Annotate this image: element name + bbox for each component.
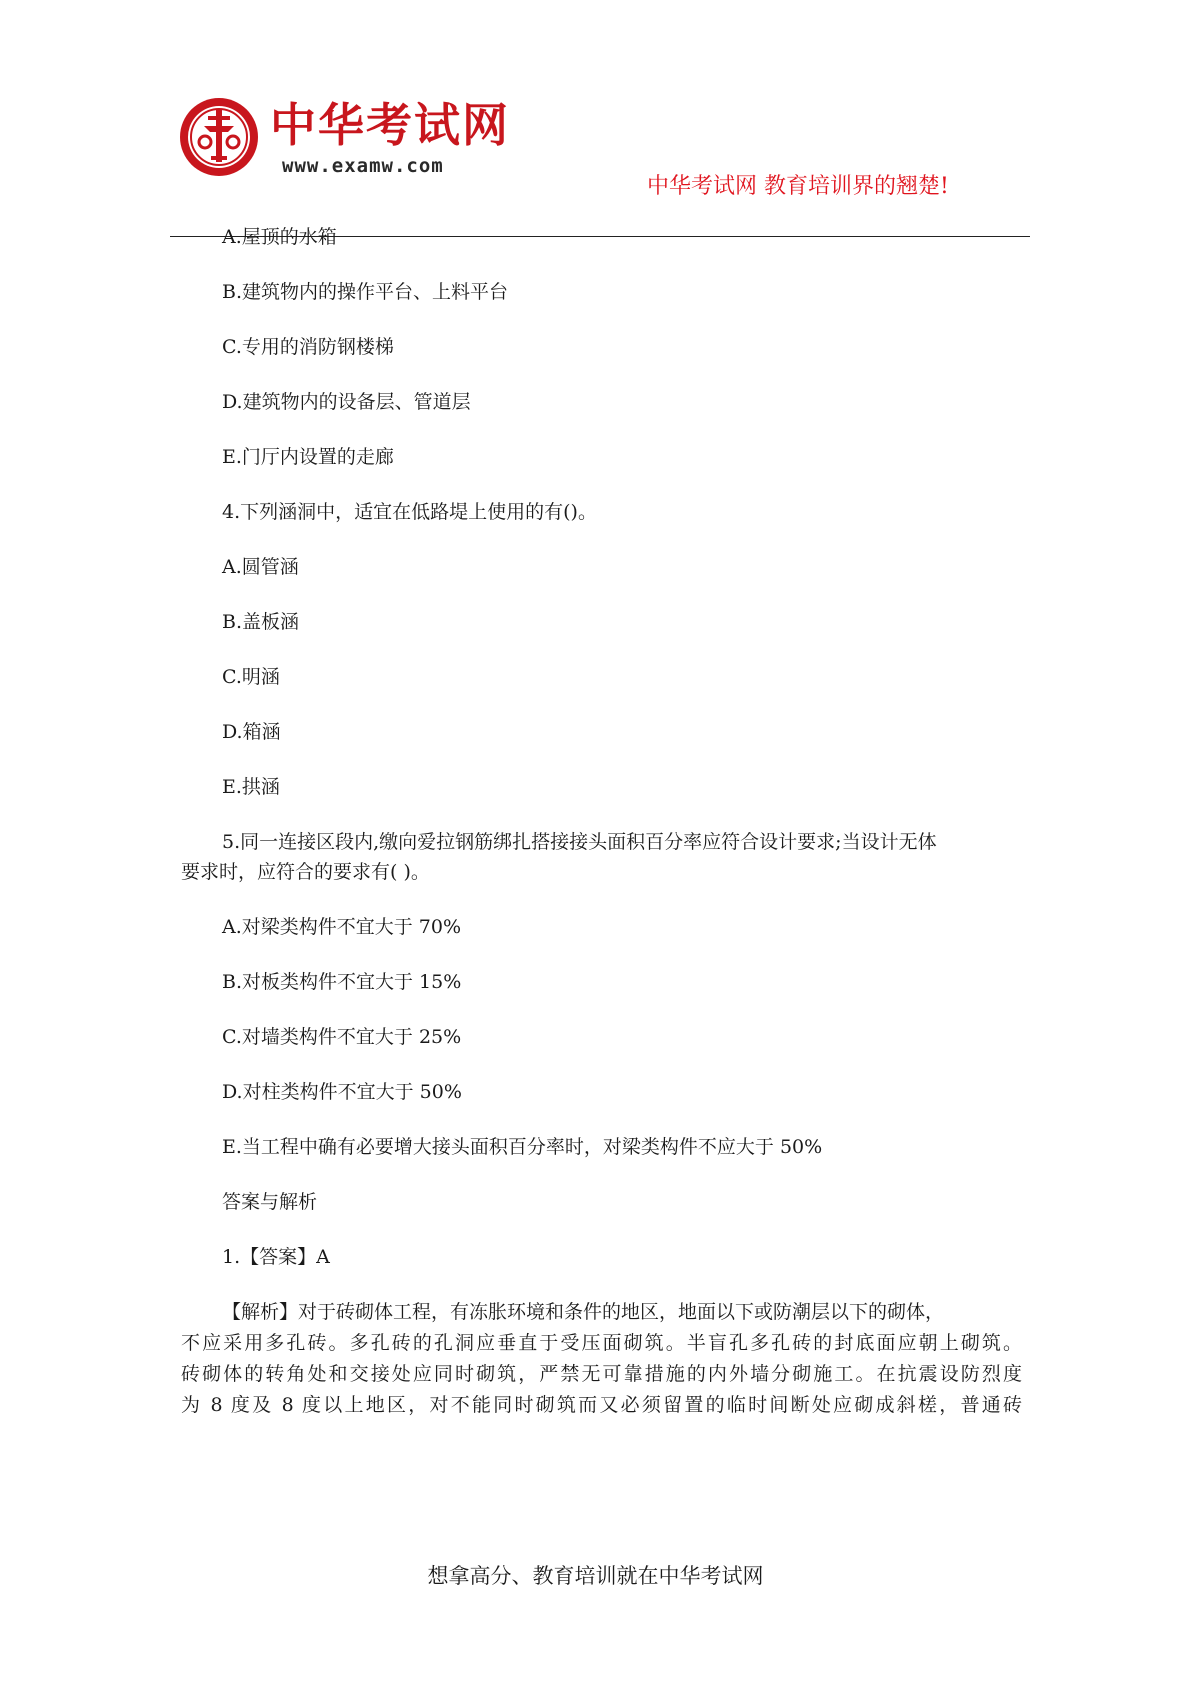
q4-option-e: E.拱涵 bbox=[222, 776, 280, 798]
q3-option-d: D.建筑物内的设备层、管道层 bbox=[222, 391, 471, 413]
header-slogan: 中华考试网 教育培训界的翘楚! bbox=[647, 174, 949, 199]
q4-option-c: C.明涵 bbox=[222, 666, 280, 688]
analysis-line-2: 不应采用多孔砖。多孔砖的孔洞应垂直于受压面砌筑。半盲孔多孔砖的封底面应朝上砌筑。 bbox=[181, 1332, 1022, 1354]
page-footer: 想拿高分、教育培训就在中华考试网 bbox=[427, 1564, 764, 1588]
analysis-line-4: 为 8 度及 8 度以上地区，对不能同时砌筑而又必须留置的临时间断处应砌成斜槎，普通砖 bbox=[181, 1394, 1022, 1416]
q5-option-c: C.对墙类构件不宜大于 25% bbox=[222, 1026, 462, 1048]
q4-option-a: A.圆管涵 bbox=[222, 556, 299, 578]
q4-option-d: D.箱涵 bbox=[222, 721, 281, 743]
q5-question-line2: 要求时，应符合的要求有( )。 bbox=[181, 861, 430, 883]
answer-1: 1.【答案】A bbox=[222, 1246, 330, 1268]
q5-option-e: E.当工程中确有必要增大接头面积百分率时，对梁类构件不应大于 50% bbox=[222, 1136, 823, 1158]
q5-option-a: A.对梁类构件不宜大于 70% bbox=[222, 916, 462, 938]
q5-option-d: D.对柱类构件不宜大于 50% bbox=[222, 1081, 462, 1103]
logo-title: 中华考试网 bbox=[270, 98, 510, 152]
q5-option-b: B.对板类构件不宜大于 15% bbox=[222, 971, 462, 993]
analysis-line-1: 【解析】对于砖砌体工程，有冻胀环境和条件的地区，地面以下或防潮层以下的砌体， bbox=[222, 1301, 945, 1323]
q5-question-line1: 5.同一连接区段内,缴向爱拉钢筋绑扎搭接接头面积百分率应符合设计要求;当设计无体 bbox=[222, 831, 937, 853]
q4-question: 4.下列涵洞中，适宜在低路堤上使用的有()。 bbox=[222, 501, 597, 523]
q3-option-e: E.门厅内设置的走廊 bbox=[222, 446, 394, 468]
q3-option-b: B.建筑物内的操作平台、上料平台 bbox=[222, 281, 509, 303]
q3-option-a: A.屋顶的水箱 bbox=[222, 226, 337, 248]
q4-option-b: B.盖板涵 bbox=[222, 611, 300, 633]
answers-heading: 答案与解析 bbox=[222, 1191, 318, 1213]
logo-url: www.examw.com bbox=[282, 155, 444, 177]
analysis-line-3: 砖砌体的转角处和交接处应同时砌筑，严禁无可靠措施的内外墙分砌施工。在抗震设防烈度 bbox=[181, 1363, 1022, 1385]
q3-option-c: C.专用的消防钢楼梯 bbox=[222, 336, 394, 358]
